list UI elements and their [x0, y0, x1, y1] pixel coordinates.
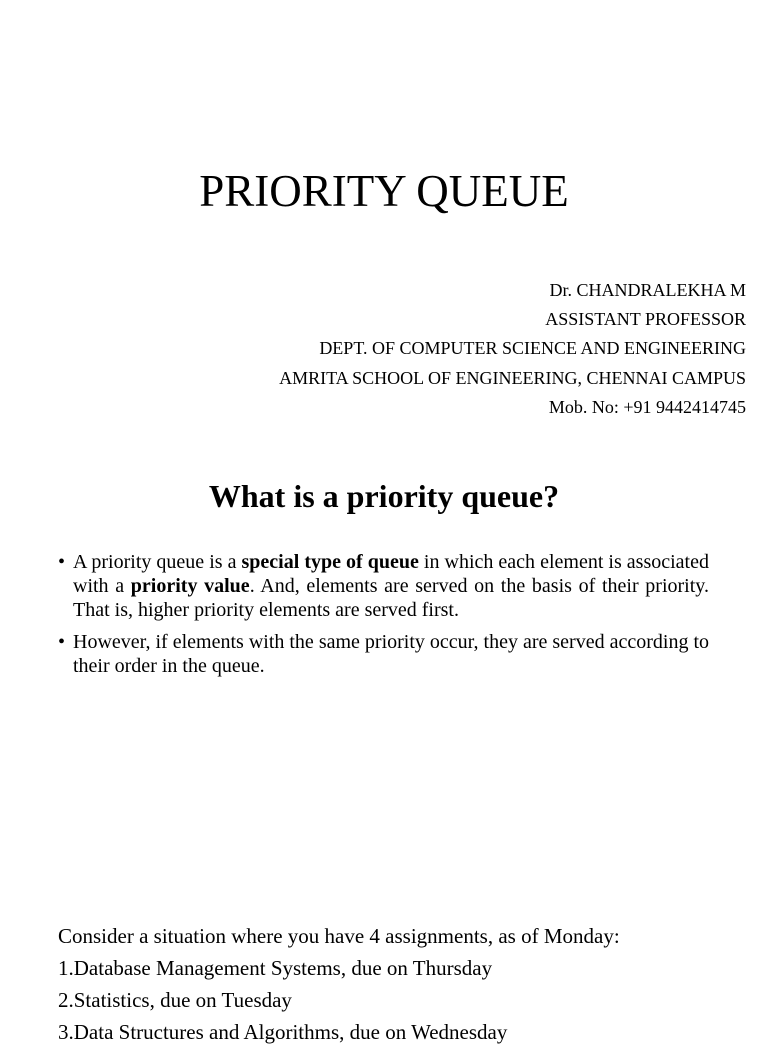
bullet-text: in which each element is associated with a — [73, 551, 709, 597]
bullet-text: However, if elements with the same priority occur, they are served according to their order in the queue. — [73, 631, 709, 677]
bullet-text: . And, elements are served on the basis of their priority. That is, higher priority elements are served first. — [73, 575, 709, 621]
definition-bullet-list — [58, 550, 709, 686]
bullet-icon: • — [58, 551, 66, 573]
author-department: DEPT. OF COMPUTER SCIENCE AND ENGINEERING — [319, 338, 746, 359]
title-slide — [0, 0, 768, 450]
bullet-item-definition — [58, 550, 709, 622]
example-intro: Consider a situation where you have 4 assignments, as of Monday: — [58, 924, 620, 948]
bold-term-priority-value: priority value — [130, 575, 250, 597]
bullet-text: A priority queue is a — [73, 551, 242, 573]
bold-term-special-queue: special type of queue — [241, 551, 419, 573]
definition-slide — [0, 460, 768, 900]
assignment-item: 1.Database Management Systems, due on Thursday — [58, 956, 493, 980]
author-institution: AMRITA SCHOOL OF ENGINEERING, CHENNAI CAMPUS — [279, 367, 746, 388]
example-slide — [0, 912, 768, 1044]
author-phone: Mob. No: +91 9442414745 — [548, 396, 746, 417]
assignment-item: 2.Statistics, due on Tuesday — [58, 988, 292, 1012]
author-name: Dr. CHANDRALEKHA M — [549, 280, 746, 300]
author-info — [279, 276, 746, 422]
bullet-icon: • — [58, 631, 66, 653]
example-text — [58, 920, 620, 1048]
author-position: ASSISTANT PROFESSOR — [545, 309, 746, 330]
page-title: PRIORITY QUEUE — [199, 166, 569, 216]
bullet-item-same-priority — [58, 630, 709, 678]
assignment-item: 3.Data Structures and Algorithms, due on Wednesday — [58, 1020, 508, 1044]
section-heading: What is a priority queue? — [208, 478, 560, 514]
